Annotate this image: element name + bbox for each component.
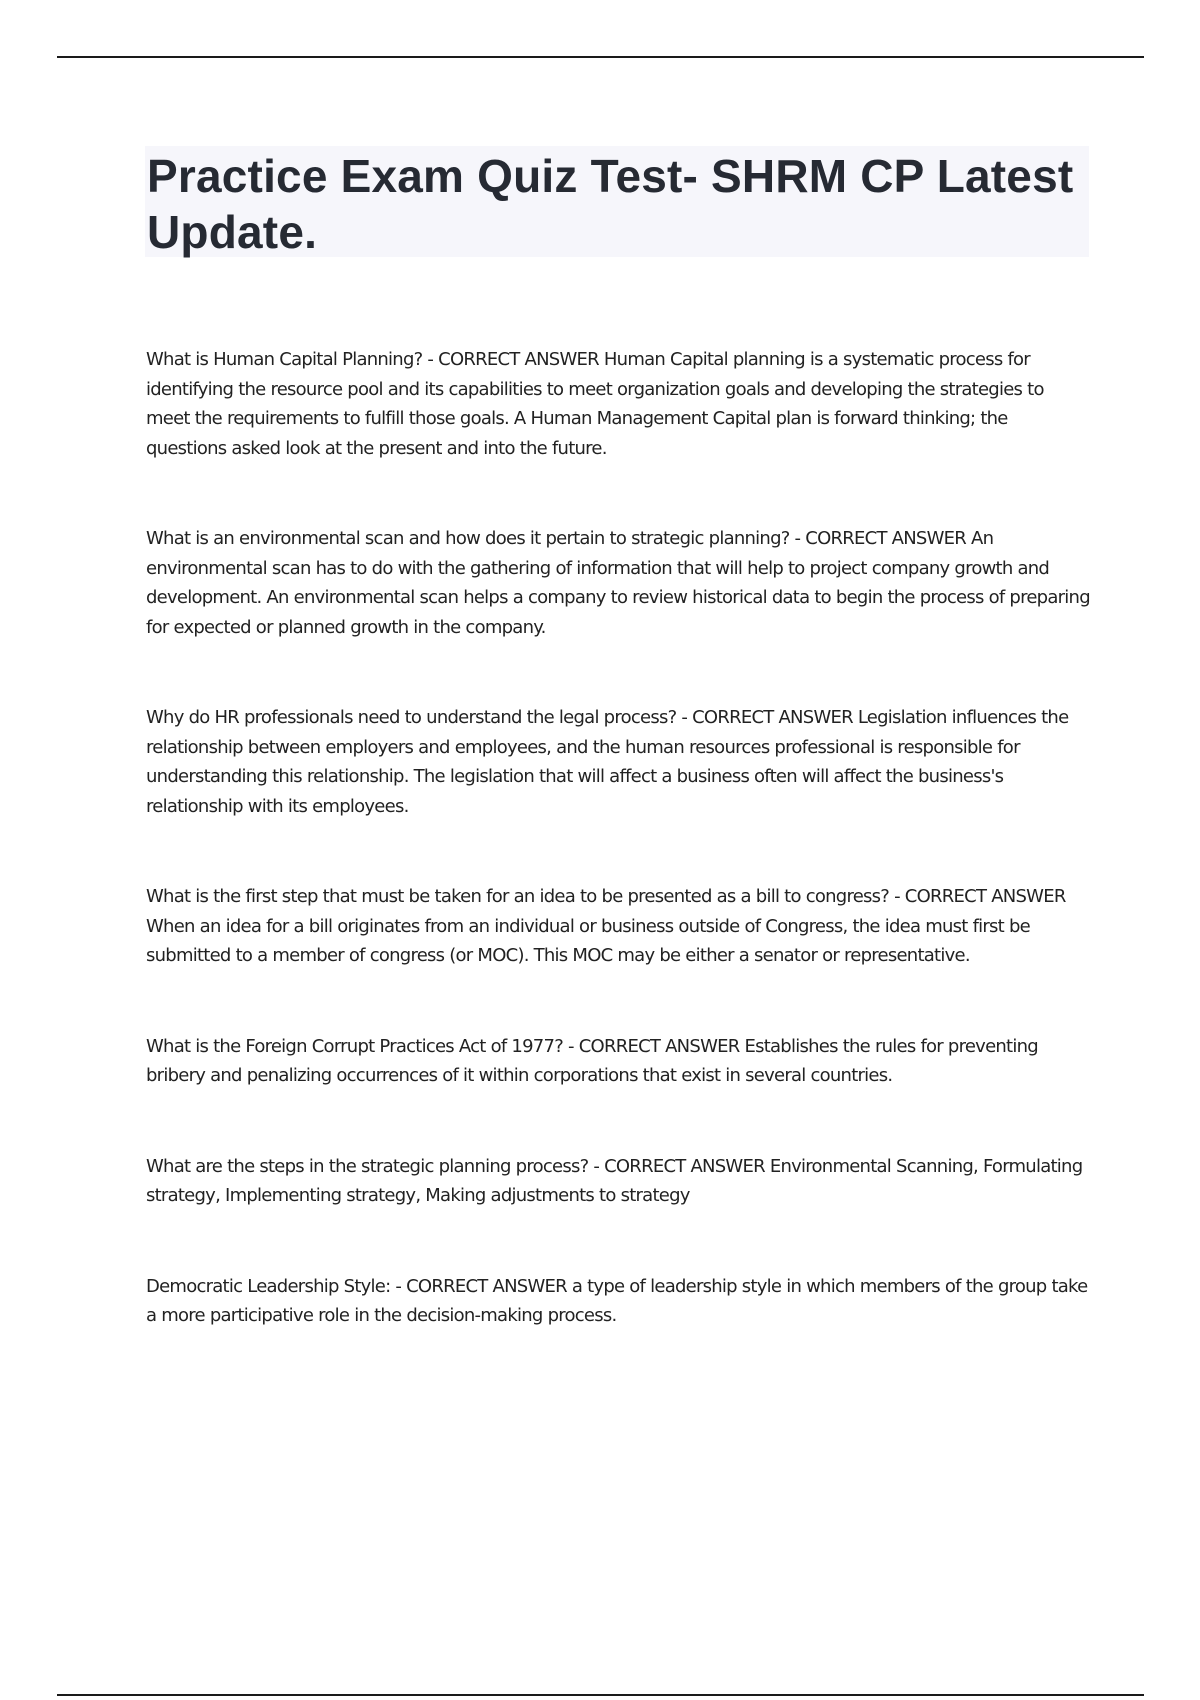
qa-item: What are the steps in the strategic planning process? - CORRECT ANSWER Environmental Scanning, Formulating strategy, Implementing strategy, Making adjustments to strategy bbox=[146, 1155, 1083, 1206]
qa-item: What is an environmental scan and how does it pertain to strategic planning? - CORRECT ANSWER An environmental scan has to do with the gathering of information that will help to project company growth and development. An environmental scan helps a company to review historical data to begin the process of preparing for expected or planned growth in the company. bbox=[146, 528, 1090, 638]
title-block bbox=[145, 146, 1089, 257]
qa-item: What is the first step that must be taken for an idea to be presented as a bill to congress? - CORRECT ANSWER When an idea for a bill originates from an individual or business outside of Congress, the idea must first be submitted to a member of congress (or MOC). This MOC may be either a senator or representative. bbox=[146, 886, 1066, 966]
qa-item: Why do HR professionals need to understand the legal process? - CORRECT ANSWER Legislation influences the relationship between employers and employees, and the human resources professional is responsible for understanding this relationship. The legislation that will affect a business often will affect the business's relationship with its employees. bbox=[146, 707, 1069, 817]
qa-list bbox=[146, 345, 1091, 1331]
qa-item: Democratic Leadership Style: - CORRECT ANSWER a type of leadership style in which members of the group take a more participative role in the decision-making process. bbox=[146, 1275, 1088, 1326]
page-title: Practice Exam Quiz Test- SHRM CP Latest Update. bbox=[147, 150, 1074, 258]
top-rule bbox=[57, 56, 1144, 58]
qa-item: What is the Foreign Corrupt Practices Act of 1977? - CORRECT ANSWER Establishes the rules for preventing bribery and penalizing occurrences of it within corporations that exist in several countries. bbox=[146, 1035, 1038, 1086]
qa-item: What is Human Capital Planning? - CORRECT ANSWER Human Capital planning is a systematic process for identifying the resource pool and its capabilities to meet organization goals and developing the strategies to meet the requirements to fulfill those goals. A Human Management Capital plan is forward thinking; the questions asked look at the present and into the future. bbox=[146, 349, 1044, 459]
bottom-rule bbox=[57, 1694, 1144, 1696]
